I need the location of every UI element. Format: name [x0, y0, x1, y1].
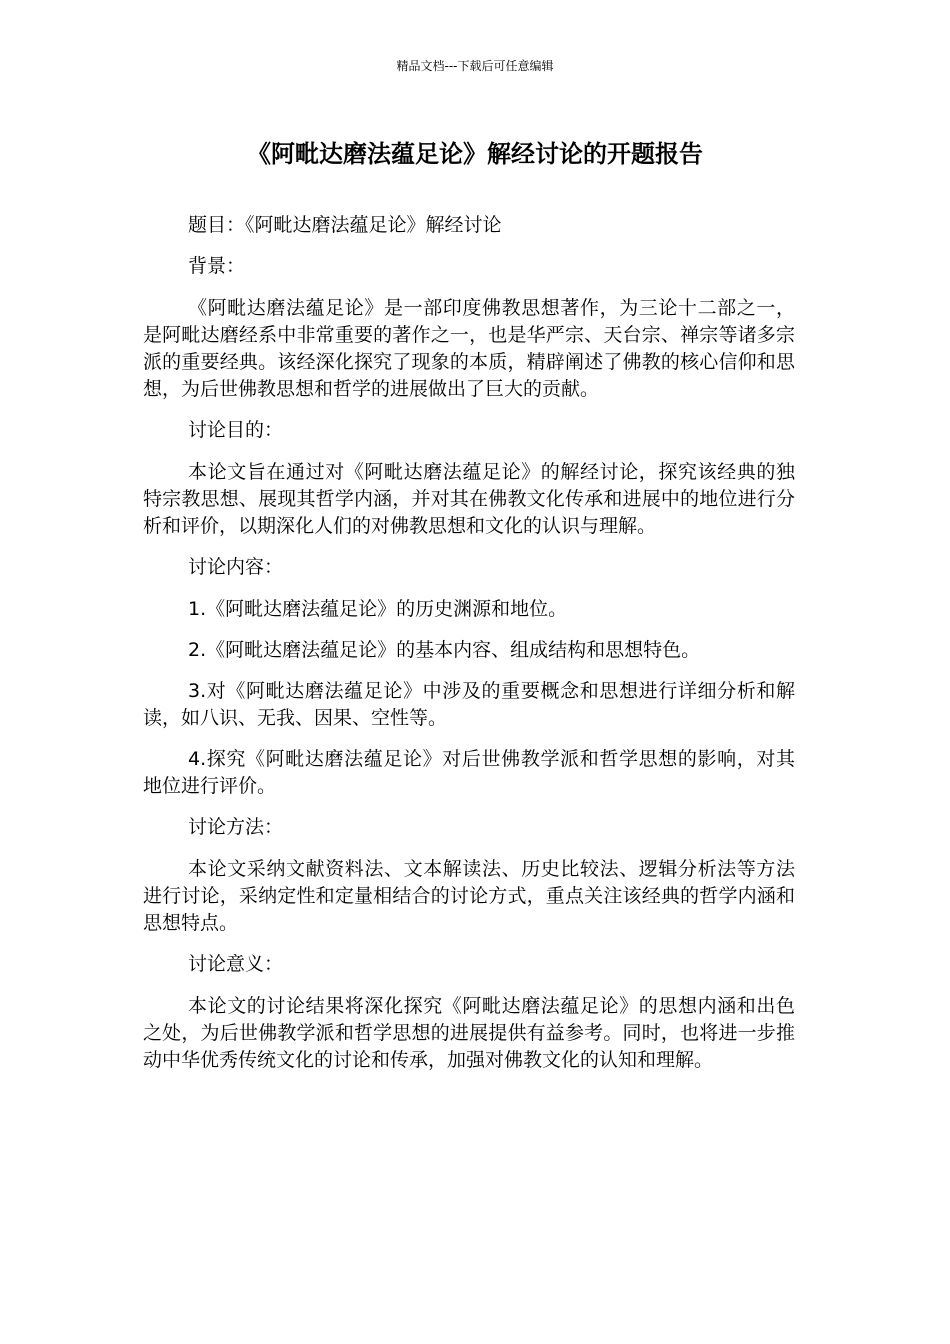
content-item-4: 4.探究《阿毗达磨法蕴足论》对后世佛教学派和哲学思想的影响，对其地位进行评价。	[143, 748, 795, 797]
page-header: 精品文档---下载后可任意编辑	[396, 59, 554, 73]
section-heading-content: 讨论内容：	[188, 556, 284, 578]
content-item-2: 2.《阿毗达磨法蕴足论》的基本内容、组成结构和思想特色。	[188, 639, 701, 661]
section-heading-method: 讨论方法：	[188, 816, 284, 838]
content-item-3: 3.对《阿毗达磨法蕴足论》中涉及的重要概念和思想进行详细分析和解读，如八识、无我、因果、空性等。	[143, 680, 795, 729]
purpose-paragraph: 本论文旨在通过对《阿毗达磨法蕴足论》的解经讨论，探究该经典的独特宗教思想、展现其哲学内涵，并对其在佛教文化传承和进展中的地位进行分析和评价，以期深化人们的对佛教思想和文化的认识与理解。	[143, 461, 795, 537]
significance-paragraph: 本论文的讨论结果将深化探究《阿毗达磨法蕴足论》的思想内涵和出色之处，为后世佛教学派和哲学思想的进展提供有益参考。同时，也将进一步推动中华优秀传统文化的讨论和传承，加强对佛教文化的认知和理解。	[143, 995, 795, 1071]
section-heading-purpose: 讨论目的：	[188, 419, 284, 441]
method-paragraph: 本论文采纳文献资料法、文本解读法、历史比较法、逻辑分析法等方法进行讨论，采纳定性和定量相结合的讨论方式，重点关注该经典的哲学内涵和思想特点。	[143, 858, 795, 934]
content-item-1: 1.《阿毗达磨法蕴足论》的历史渊源和地位。	[188, 598, 568, 620]
background-paragraph: 《阿毗达磨法蕴足论》是一部印度佛教思想著作，为三论十二部之一，是阿毗达磨经系中非常重要的著作之一，也是华严宗、天台宗、禅宗等诸多宗派的重要经典。该经深化探究了现象的本质，精辟阐述了佛教的核心信仰和思想，为后世佛教思想和哲学的进展做出了巨大的贡献。	[143, 297, 795, 400]
section-heading-background: 背景：	[188, 255, 246, 277]
document-body	[143, 212, 795, 1088]
section-heading-significance: 讨论意义：	[188, 953, 284, 975]
document-title: 《阿毗达磨法蕴足论》解经讨论的开题报告	[247, 140, 703, 168]
topic-line: 题目：《阿毗达磨法蕴足论》解经讨论	[188, 214, 502, 236]
